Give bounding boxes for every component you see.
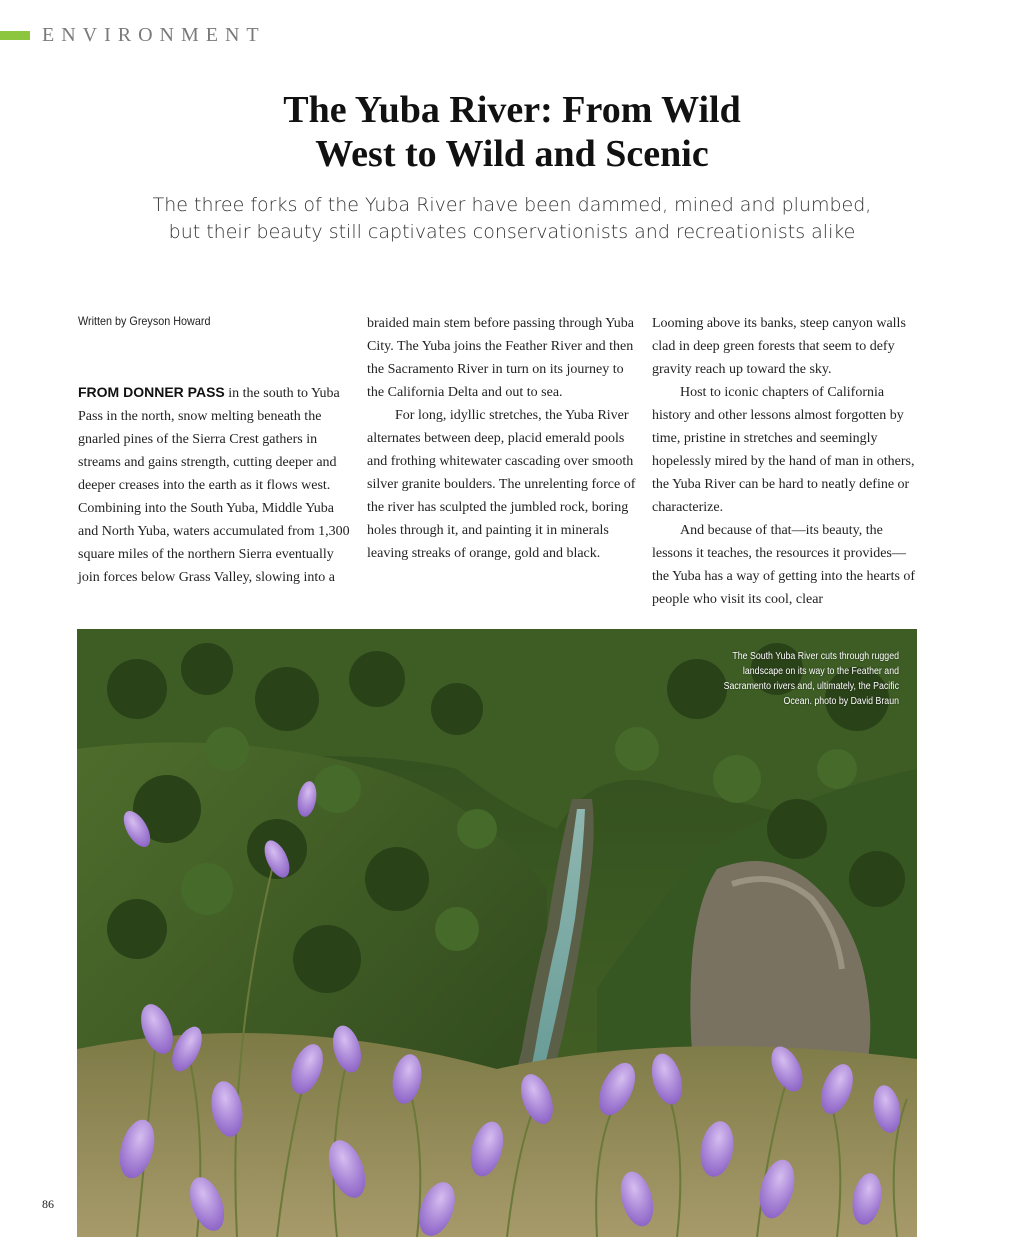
article-subtitle <box>0 192 1024 246</box>
subtitle-line-2: but their beauty still captivates conservationists and recreationists alike <box>168 221 856 243</box>
byline: Written by Greyson Howard <box>78 314 211 328</box>
text-column-1 <box>78 381 353 589</box>
paragraph: braided main stem before passing through Yuba City. The Yuba joins the Feather River and then the Sacramento River in turn on its journey to the California Delta and out to sea. <box>367 316 634 400</box>
photo-illustration <box>77 629 917 1237</box>
photo-caption: The South Yuba River cuts through rugged landscape on its way to the Feather and Sacramento rivers and, ultimately, the Pacific Ocean. photo by David Braun <box>723 651 899 707</box>
article-title <box>0 88 1024 176</box>
title-line-2: West to Wild and Scenic <box>315 133 709 175</box>
river-canyon-photo <box>77 629 917 1237</box>
section-accent-bar <box>0 31 30 40</box>
section-label: ENVIRONMENT <box>42 24 266 46</box>
paragraph-text: in the south to Yuba Pass in the north, snow melting beneath the gnarled pines of the Sierra Crest gathers in streams and gains strength, cutting deeper and deeper creases into the earth as it flows west. Combining into the South Yuba, Middle Yuba and North Yuba, waters accumulated from 1,300 square miles of the northern Sierra eventually join forces below Grass Valley, slowing into a <box>78 386 350 585</box>
title-line-1: The Yuba River: From Wild <box>283 89 741 131</box>
text-column-3 <box>652 312 922 611</box>
paragraph: For long, idyllic stretches, the Yuba River alternates between deep, placid emerald pools and frothing whitewater cascading over smooth silver granite boulders. The unrelenting force of the river has sculpted the jumbled rock, boring holes through it, and painting it in minerals leaving streaks of orange, gold and black. <box>367 408 636 561</box>
text-column-2 <box>367 312 642 565</box>
paragraph: Host to iconic chapters of California history and other lessons almost forgotten by time, pristine in stretches and seemingly hopelessly mired by the hand of man in others, the Yuba River can be hard to neatly define or characterize. <box>652 385 915 515</box>
paragraph <box>78 381 353 589</box>
page-number: 86 <box>42 1197 54 1211</box>
lead-in: FROM DONNER PASS <box>78 384 225 400</box>
subtitle-line-1: The three forks of the Yuba River have been dammed, mined and plumbed, <box>152 194 872 216</box>
paragraph: And because of that—its beauty, the lessons it teaches, the resources it provides—the Yuba has a way of getting into the hearts of people who visit its cool, clear <box>652 523 916 607</box>
paragraph: Looming above its banks, steep canyon walls clad in deep green forests that seem to defy gravity reach up toward the sky. <box>652 316 906 377</box>
